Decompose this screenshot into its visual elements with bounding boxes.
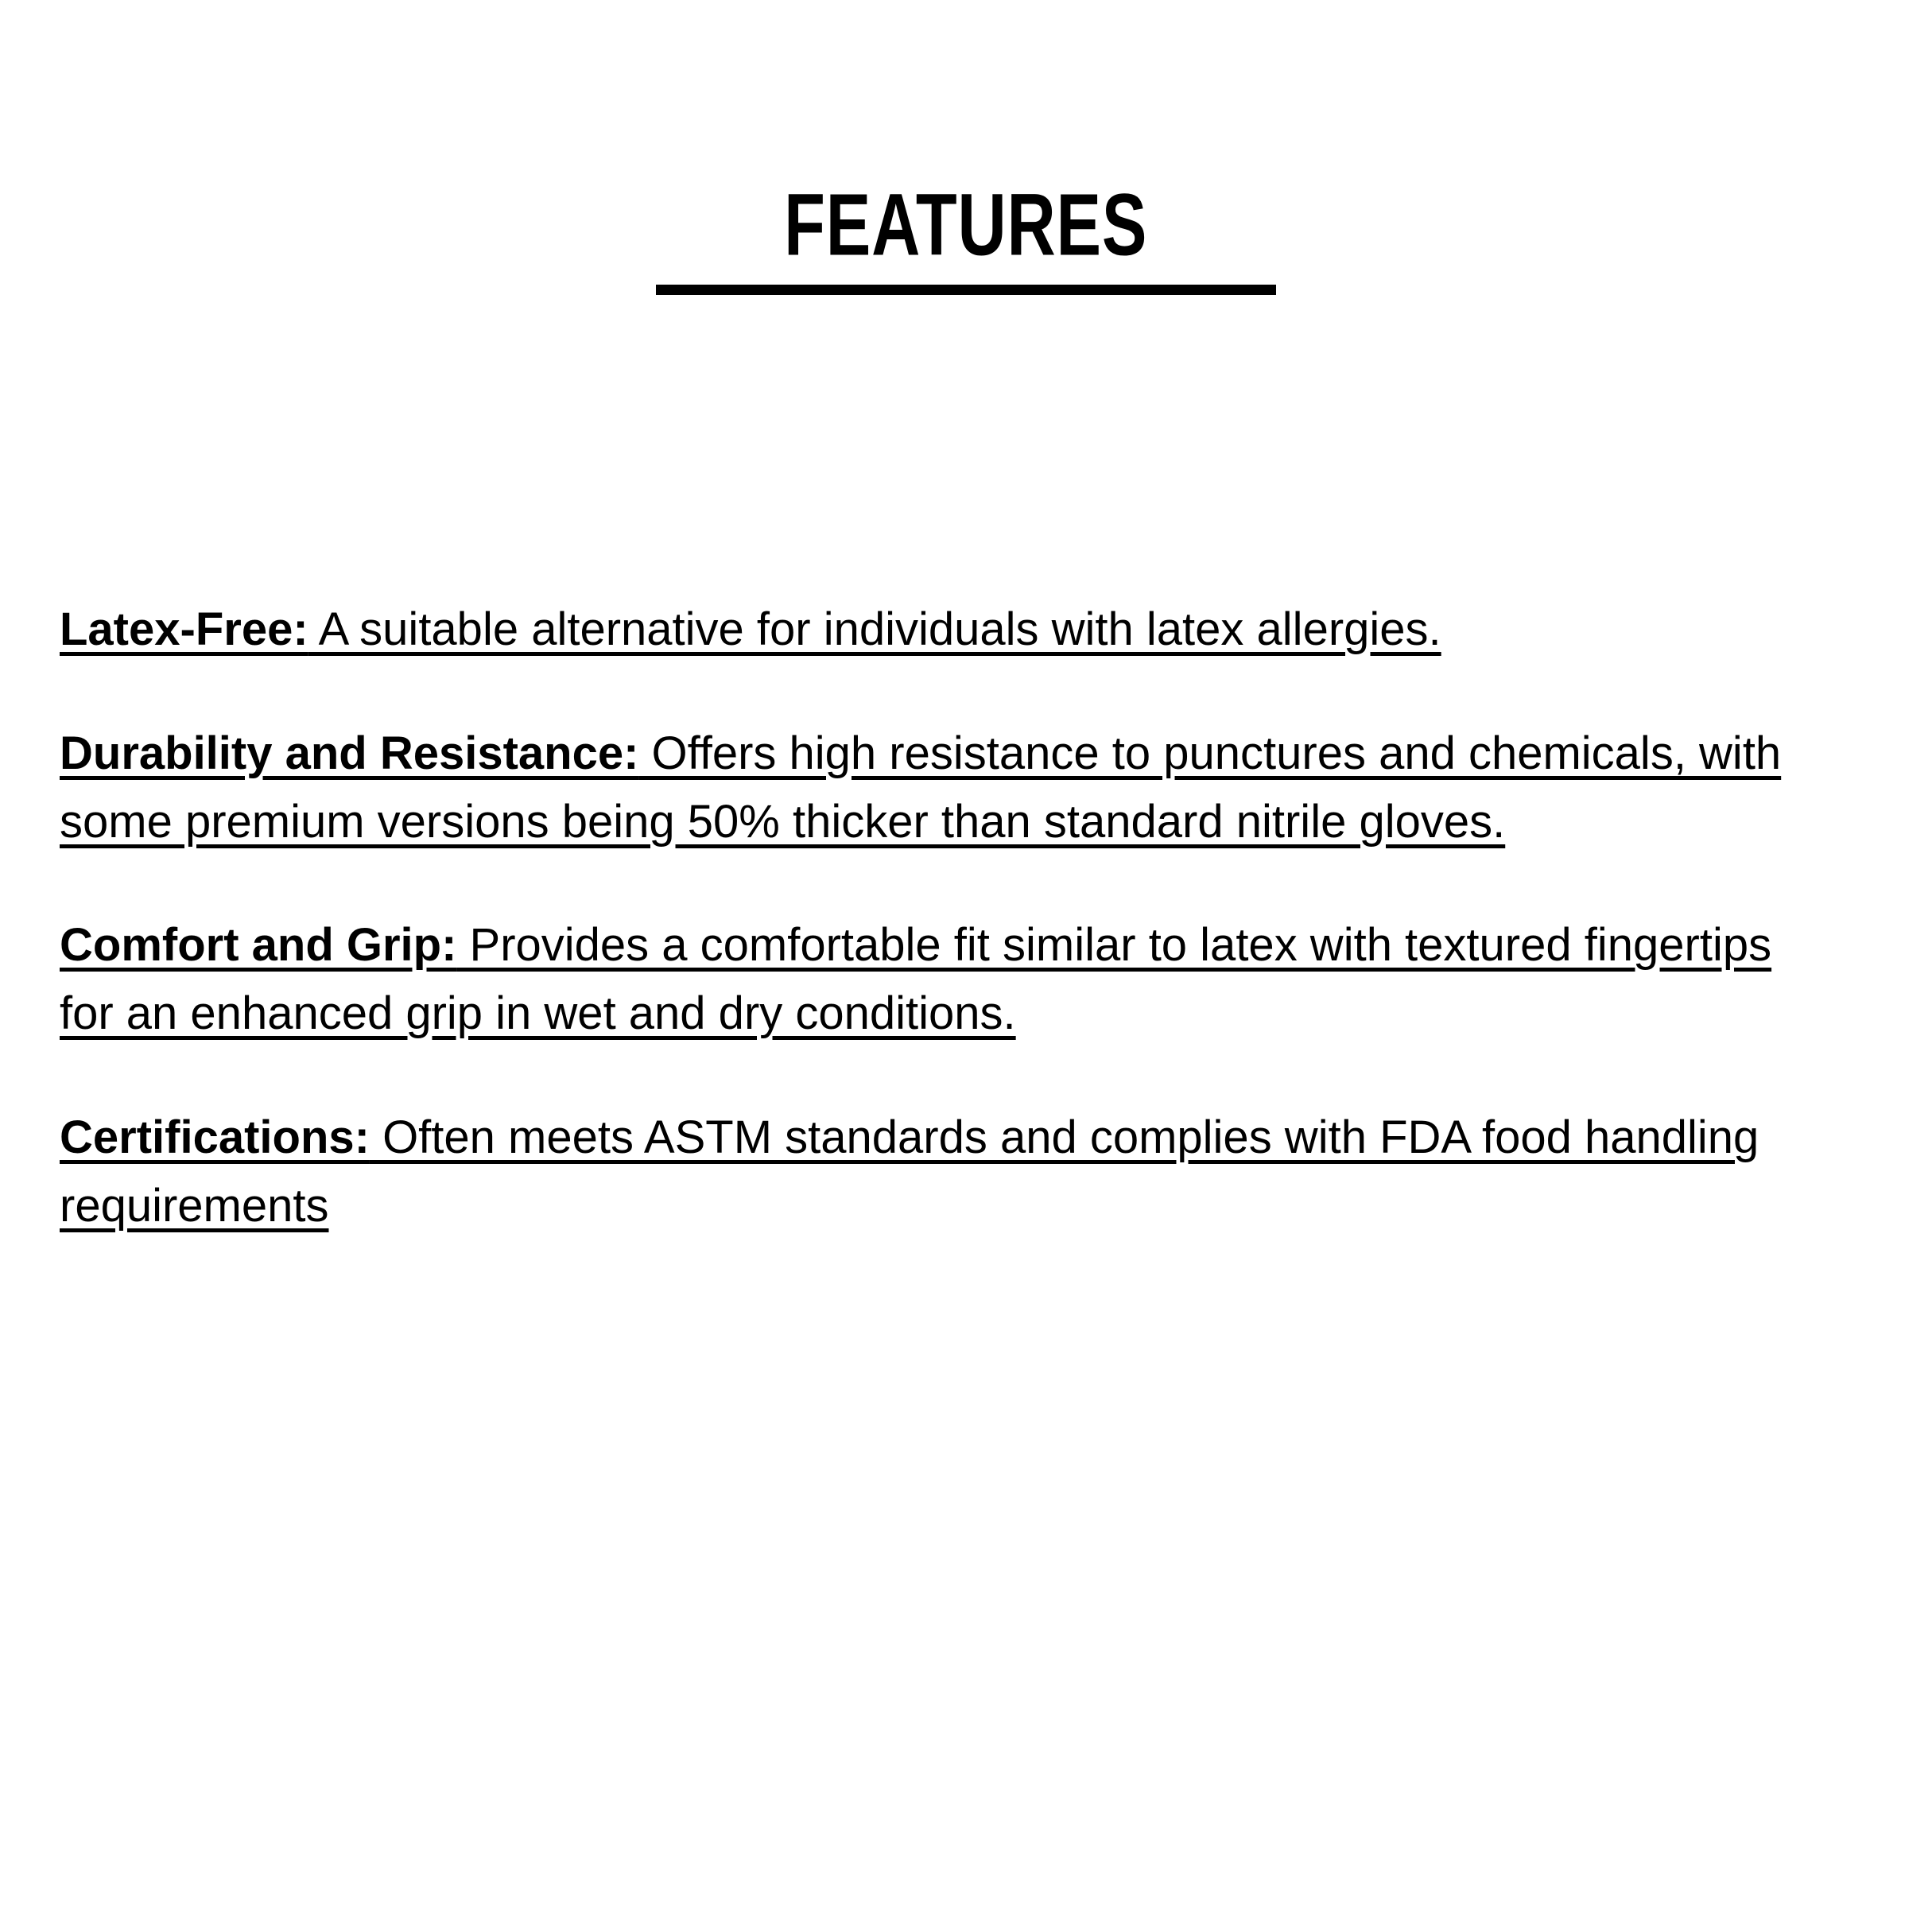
feature-label: Latex-Free: [60, 603, 308, 655]
feature-label: Certifications: [60, 1111, 370, 1164]
feature-label: Comfort and Grip: [60, 919, 457, 972]
feature-text: Often meets ASTM standards and complies with FDA food handling requirements [60, 1111, 1759, 1232]
feature-text: Offers high resistance to punctures and chemicals, with some premium versions being 50% thicker than standard nitrile gloves. [60, 727, 1782, 848]
feature-list [0, 596, 1817, 1240]
feature-text: Provides a comfortable fit similar to latex with textured fingertips for an enhanced grip in wet and dry conditions. [60, 919, 1772, 1040]
feature-item-comfort-grip [60, 911, 1817, 1048]
feature-item-certifications [60, 1104, 1817, 1240]
feature-label: Durability and Resistance: [60, 727, 639, 779]
page-title: FEATURES [784, 176, 1148, 274]
feature-item-durability [60, 720, 1817, 856]
page-header [0, 176, 1932, 295]
feature-text: A suitable alternative for individuals with latex allergies. [308, 603, 1441, 655]
feature-item-latex-free [60, 596, 1817, 664]
title-underline-rule [656, 285, 1276, 295]
